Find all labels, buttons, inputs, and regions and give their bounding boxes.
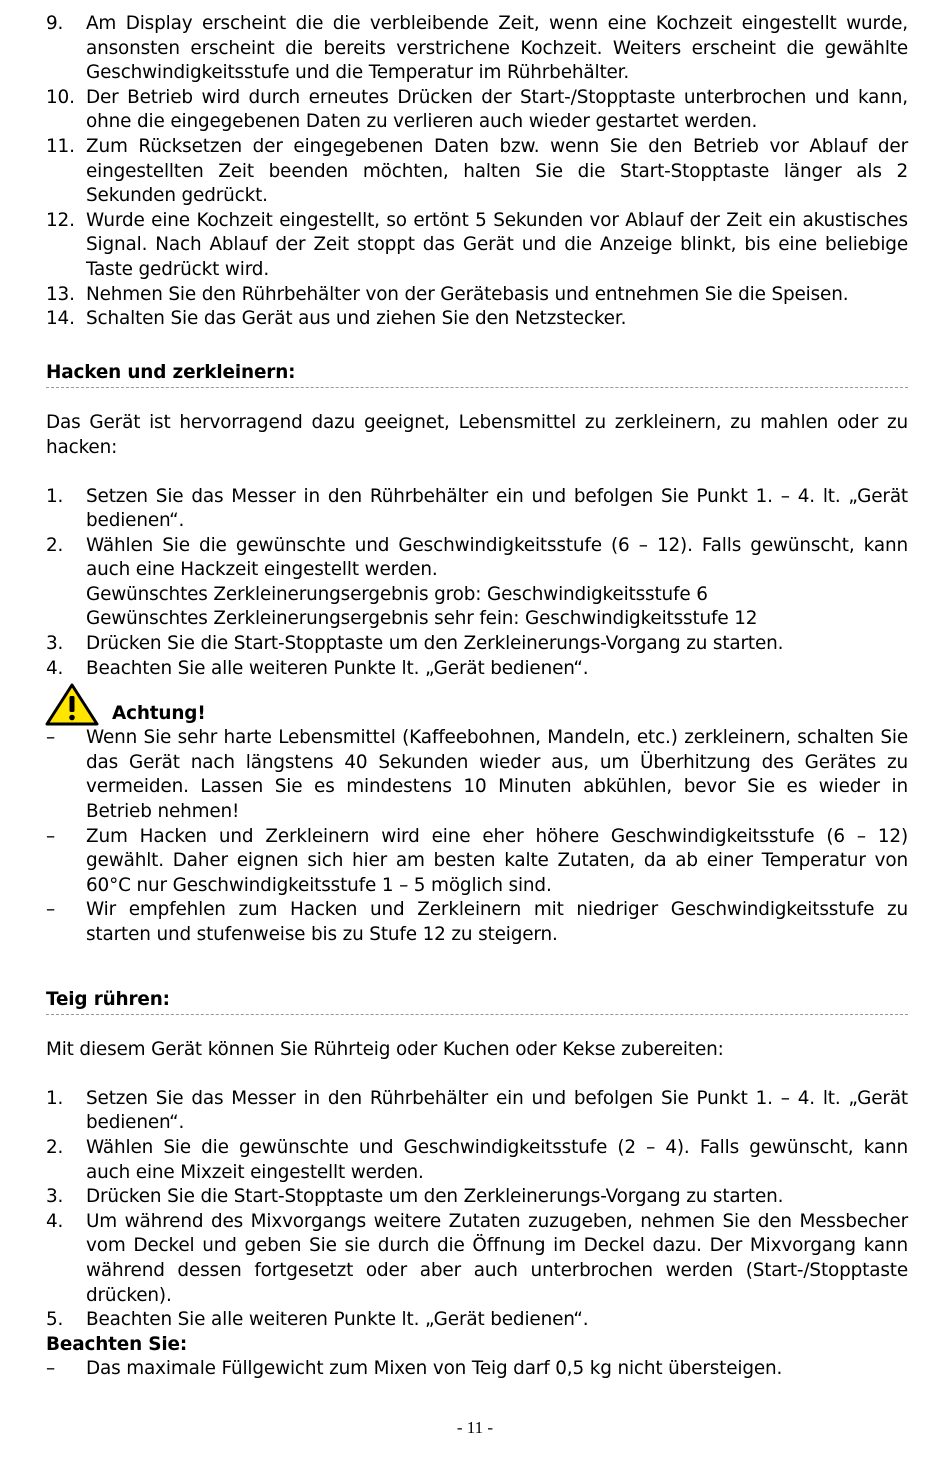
section-intro-hacken: Das Gerät ist hervorragend dazu geeignet, Lebensmittel zu zerkleinern, zu mahlen oder zu hacken: bbox=[46, 412, 908, 458]
list-item-text: Am Display erscheint die die verbleibende Zeit, wenn eine Kochzeit eingestellt wurde, ansonsten erscheint die bereits verstrichene Kochzeit. Weiters erscheint die gewählte Geschwindigkeitsstufe und die Temperatur im Rührbehälter. bbox=[86, 13, 908, 84]
list-item-extra-text: Gewünschtes Zerkleinerungsergebnis grob: Geschwindigkeitsstufe 6 bbox=[86, 583, 708, 605]
warning-bullets bbox=[46, 726, 908, 947]
note-bullets bbox=[46, 1357, 908, 1382]
warning-triangle-icon bbox=[44, 682, 100, 726]
list-item: 5. Beachten Sie alle weiteren Punkte lt. „Gerät bedienen“. bbox=[46, 1309, 589, 1331]
bullet-item: – Das maximale Füllgewicht zum Mixen von Teig darf 0,5 kg nicht übersteigen. bbox=[46, 1358, 783, 1380]
section-heading-teig: Teig rühren: bbox=[46, 988, 170, 1010]
list-item: 3. Drücken Sie die Start-Stopptaste um den Zerkleinerungs-Vorgang zu starten. bbox=[46, 633, 784, 655]
list-item: 13. Nehmen Sie den Rührbehälter von der Gerätebasis und entnehmen Sie die Speisen. bbox=[46, 283, 849, 305]
bullet-item: – Wir empfehlen zum Hacken und Zerkleinern mit niedriger Geschwindigkeitsstufe zu starten und stufenweise bis zu Stufe 12 zu steigern. bbox=[46, 899, 908, 945]
bullet-text: Das maximale Füllgewicht zum Mixen von Teig darf 0,5 kg nicht übersteigen. bbox=[86, 1358, 783, 1380]
list-item-text: Beachten Sie alle weiteren Punkte lt. „Gerät bedienen“. bbox=[86, 1309, 589, 1331]
list-item-text: Schalten Sie das Gerät aus und ziehen Sie den Netzstecker. bbox=[86, 308, 627, 330]
hacken-steps-list bbox=[46, 485, 908, 682]
list-item-text: Wählen Sie die gewünschte und Geschwindigkeitsstufe (2 – 4). Falls gewünscht, kann auch eine Mixzeit eingestellt werden. bbox=[86, 1136, 908, 1183]
note-label: Beachten Sie: bbox=[46, 1333, 188, 1355]
list-item: 1. Setzen Sie das Messer in den Rührbehälter ein und befolgen Sie Punkt 1. – 4. lt. „Gerät bedienen“. bbox=[46, 485, 908, 532]
spacer bbox=[46, 332, 908, 356]
bullet-text: Wir empfehlen zum Hacken und Zerkleinern mit niedriger Geschwindigkeitsstufe zu starten und stufenweise bis zu Stufe 12 zu steigern. bbox=[86, 899, 908, 945]
bullet-text: Wenn Sie sehr harte Lebensmittel (Kaffeebohnen, Mandeln, etc.) zerkleinern, schalten Sie das Gerät nach längstens 40 Sekunden wieder aus, um Überhitzung des Gerätes zu vermeiden. Lassen Sie es mindestens 10 Minuten abkühlen, bevor Sie es wieder in Betrieb nehmen! bbox=[86, 727, 908, 823]
spacer bbox=[46, 948, 908, 972]
page-number: - 11 - bbox=[456, 1418, 494, 1437]
continued-steps-list bbox=[46, 12, 908, 332]
list-item: 4. Beachten Sie alle weiteren Punkte lt. „Gerät bedienen“. bbox=[46, 657, 589, 679]
list-item-text: Drücken Sie die Start-Stopptaste um den Zerkleinerungs-Vorgang zu starten. bbox=[86, 1186, 784, 1208]
list-item: 2. Wählen Sie die gewünschte und Geschwindigkeitsstufe (2 – 4). Falls gewünscht, kann auch eine Mixzeit eingestellt werden. bbox=[46, 1136, 908, 1183]
section-heading-hacken: Hacken und zerkleinern: bbox=[46, 361, 296, 383]
bullet-text: Zum Hacken und Zerkleinern wird eine eher höhere Geschwindigkeitsstufe (6 – 12) gewählt. Daher eignen sich hier am besten kalte Zutaten, da ab einer Temperatur von 60°C nur Geschwindigkeitsstufe 1 – 5 möglich sind. bbox=[86, 825, 908, 896]
list-item: 2. Wählen Sie die gewünschte und Geschwindigkeitsstufe (6 – 12). Falls gewünscht, kann auch eine Hackzeit eingestellt werden. Gewünschtes Zerkleinerungsergebnis grob: Geschwindigkeitsstufe 6 Gewünschtes Zerkleinerungsergebnis sehr fein: Geschwindigkeitsstufe 12 bbox=[46, 534, 908, 632]
teig-steps-list bbox=[46, 1087, 908, 1333]
list-item-text: Setzen Sie das Messer in den Rührbehälter ein und befolgen Sie Punkt 1. – 4. lt. „Gerät bedienen“. bbox=[86, 485, 908, 532]
list-item-text: Nehmen Sie den Rührbehälter von der Gerätebasis und entnehmen Sie die Speisen. bbox=[86, 283, 849, 305]
list-item: 11. Zum Rücksetzen der eingegebenen Daten bzw. wenn Sie den Betrieb vor Ablauf der eingestellten Zeit beenden möchten, halten Sie die Start-Stopptaste länger als 2 Sekunden gedrückt. bbox=[46, 135, 908, 207]
list-item: 1. Setzen Sie das Messer in den Rührbehälter ein und befolgen Sie Punkt 1. – 4. lt. „Gerät bedienen“. bbox=[46, 1087, 908, 1134]
list-item-text: Wurde eine Kochzeit eingestellt, so ertönt 5 Sekunden vor Ablauf der Zeit ein akustisches Signal. Nach Ablauf der Zeit stoppt das Gerät und die Anzeige blinkt, bis eine beliebige Taste gedrückt wird. bbox=[86, 209, 908, 280]
list-item-text: Beachten Sie alle weiteren Punkte lt. „Gerät bedienen“. bbox=[86, 657, 589, 679]
list-item-text: Drücken Sie die Start-Stopptaste um den Zerkleinerungs-Vorgang zu starten. bbox=[86, 633, 784, 655]
page-content bbox=[46, 12, 908, 1382]
list-item: 3. Drücken Sie die Start-Stopptaste um den Zerkleinerungs-Vorgang zu starten. bbox=[46, 1186, 784, 1208]
list-item-text: Der Betrieb wird durch erneutes Drücken der Start-/Stopptaste unterbrochen und kann, ohne die eingegebenen Daten zu verlieren auch wieder gestartet werden. bbox=[86, 86, 908, 133]
list-item-text: Setzen Sie das Messer in den Rührbehälter ein und befolgen Sie Punkt 1. – 4. lt. „Gerät bedienen“. bbox=[86, 1087, 908, 1134]
list-item-extra-text: Gewünschtes Zerkleinerungsergebnis sehr fein: Geschwindigkeitsstufe 12 bbox=[86, 608, 758, 630]
spacer bbox=[46, 461, 908, 485]
section-intro-teig: Mit diesem Gerät können Sie Rührteig oder Kuchen oder Kekse zubereiten: bbox=[46, 1039, 724, 1061]
warning-label: Achtung! bbox=[112, 703, 206, 725]
list-item: 4. Um während des Mixvorgangs weitere Zutaten zuzugeben, nehmen Sie den Messbecher vom Deckel und geben Sie sie durch die Öffnung im Deckel dazu. Der Mixvorgang kann während dessen fortgesetzt oder aber auch unterbrochen werden (Start-/Stopptaste drücken). bbox=[46, 1210, 908, 1306]
bullet-item: – Zum Hacken und Zerkleinern wird eine eher höhere Geschwindigkeitsstufe (6 – 12) gewählt. Daher eignen sich hier am besten kalte Zutaten, da ab einer Temperatur von 60°C nur Geschwindigkeitsstufe 1 – 5 möglich sind. bbox=[46, 825, 908, 896]
spacer bbox=[46, 1063, 908, 1087]
warning-callout bbox=[46, 682, 908, 726]
list-item: 14. Schalten Sie das Gerät aus und ziehen Sie den Netzstecker. bbox=[46, 308, 627, 330]
list-item-text: Wählen Sie die gewünschte und Geschwindigkeitsstufe (6 – 12). Falls gewünscht, kann auch eine Hackzeit eingestellt werden. bbox=[86, 534, 908, 581]
bullet-item: – Wenn Sie sehr harte Lebensmittel (Kaffeebohnen, Mandeln, etc.) zerkleinern, schalten Sie das Gerät nach längstens 40 Sekunden wieder aus, um Überhitzung des Gerätes zu vermeiden. Lassen Sie es mindestens 10 Minuten abkühlen, bevor Sie es wieder in Betrieb nehmen! bbox=[46, 727, 908, 823]
list-item: 9. Am Display erscheint die die verbleibende Zeit, wenn eine Kochzeit eingestellt wurde, ansonsten erscheint die bereits verstrichene Kochzeit. Weiters erscheint die gewählte Geschwindigkeitsstufe und die Temperatur im Rührbehälter. bbox=[46, 13, 908, 84]
list-item: 12. Wurde eine Kochzeit eingestellt, so ertönt 5 Sekunden vor Ablauf der Zeit ein akustisches Signal. Nach Ablauf der Zeit stoppt das Gerät und die Anzeige blinkt, bis eine beliebige Taste gedrückt wird. bbox=[46, 209, 908, 280]
list-item: 10. Der Betrieb wird durch erneutes Drücken der Start-/Stopptaste unterbrochen und kann, ohne die eingegebenen Daten zu verlieren auch wieder gestartet werden. bbox=[46, 86, 908, 133]
list-item-text: Zum Rücksetzen der eingegebenen Daten bzw. wenn Sie den Betrieb vor Ablauf der eingestellten Zeit beenden möchten, halten Sie die Start-Stopptaste länger als 2 Sekunden gedrückt. bbox=[86, 135, 908, 207]
list-item-text: Um während des Mixvorgangs weitere Zutaten zuzugeben, nehmen Sie den Messbecher vom Deckel und geben Sie sie durch die Öffnung im Deckel dazu. Der Mixvorgang kann während dessen fortgesetzt oder aber auch unterbrochen werden (Start-/Stopptaste drücken). bbox=[86, 1210, 908, 1306]
